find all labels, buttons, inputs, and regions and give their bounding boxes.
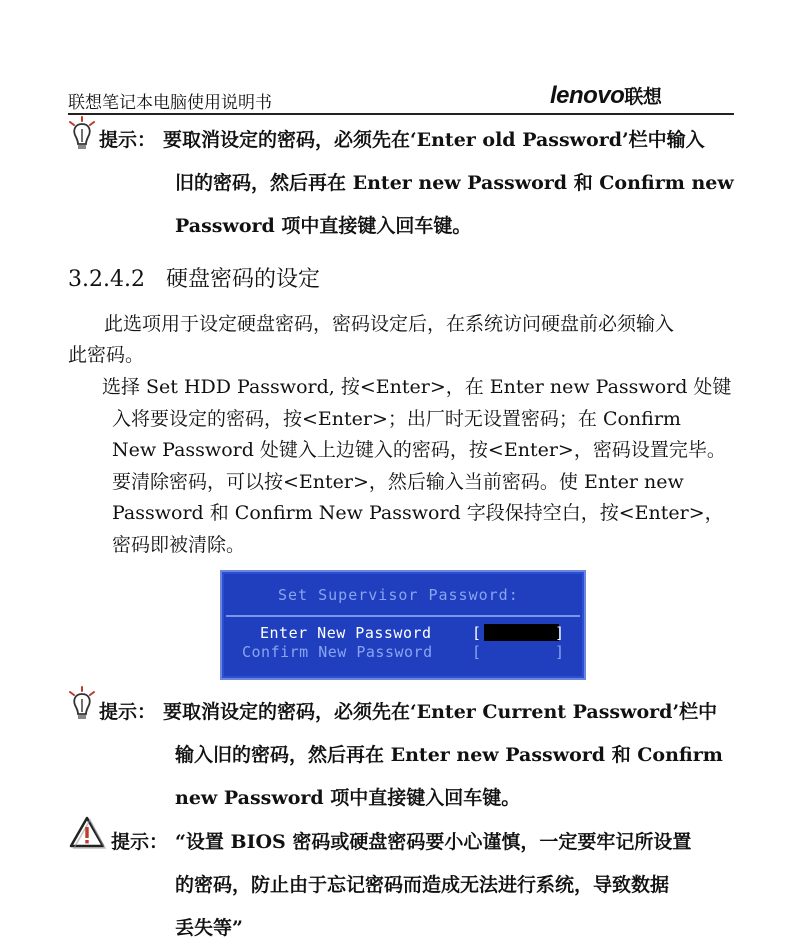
tip-line: 要取消设定的密码，必须先在‘Enter old Password’栏中输入	[163, 129, 705, 151]
bios-password-screenshot	[220, 570, 586, 680]
tip-label: 提示：	[99, 701, 157, 723]
tip-line: new Password 项中直接键入回车键。	[175, 787, 521, 809]
lightbulb-icon	[66, 116, 98, 152]
tip-label: 提示：	[111, 831, 169, 853]
paragraph-line: 此密码。	[68, 344, 145, 366]
document-header-title: 联想笔记本电脑使用说明书	[68, 93, 272, 113]
section-number: 3.2.4.2	[68, 267, 145, 292]
section-title: 硬盘密码的设定	[165, 267, 320, 292]
bios-bracket-close: ]	[555, 624, 565, 642]
warning-icon	[68, 815, 106, 849]
bios-divider	[226, 615, 580, 617]
bios-bracket-close: ]	[555, 643, 565, 661]
bios-bracket-open: [	[472, 624, 482, 642]
lenovo-logo	[550, 82, 661, 110]
paragraph-line: 选择 Set HDD Password, 按<Enter>，在 Enter new Password 处键	[102, 376, 732, 398]
tip-line: 的密码，防止由于忘记密码而造成无法进行系统，导致数据	[175, 874, 670, 896]
lightbulb-icon	[66, 686, 98, 722]
bios-enter-password-field	[484, 624, 559, 641]
tip-line: 要取消设定的密码，必须先在‘Enter Current Password’栏中	[163, 701, 718, 723]
logo-cn-text: 联想	[624, 87, 662, 108]
bios-bracket-open: [	[472, 643, 482, 661]
tip-line: 输入旧的密码，然后再在 Enter new Password 和 Confirm	[175, 744, 723, 766]
paragraph-line: 要清除密码，可以按<Enter>，然后输入当前密码。使 Enter new	[112, 471, 684, 493]
tip-line: 旧的密码，然后再在 Enter new Password 和 Confirm new	[175, 172, 734, 194]
paragraph-line: 入将要设定的密码，按<Enter>；出厂时无设置密码；在 Confirm	[112, 408, 681, 430]
tip-line: 丢失等”	[175, 917, 243, 939]
logo-text: lenovo	[550, 82, 625, 109]
bios-title: Set Supervisor Password:	[278, 586, 519, 604]
paragraph-line: 此选项用于设定硬盘密码，密码设定后，在系统访问硬盘前必须输入	[104, 313, 675, 335]
bios-enter-label: Enter New Password	[260, 624, 432, 642]
paragraph-line: 密码即被清除。	[112, 534, 246, 556]
paragraph-line: Password 和 Confirm New Password 字段保持空白，按<Enter>，	[112, 502, 724, 524]
paragraph-line: New Password 处键入上边键入的密码，按<Enter>，密码设置完毕。	[112, 439, 726, 461]
section-heading	[68, 262, 320, 293]
tip-label: 提示：	[99, 129, 157, 151]
tip-line: “设置 BIOS 密码或硬盘密码要小心谨慎，一定要牢记所设置	[175, 831, 692, 853]
tip-line: Password 项中直接键入回车键。	[175, 215, 472, 237]
header-divider	[68, 113, 734, 115]
bios-confirm-label: Confirm New Password	[242, 643, 433, 661]
